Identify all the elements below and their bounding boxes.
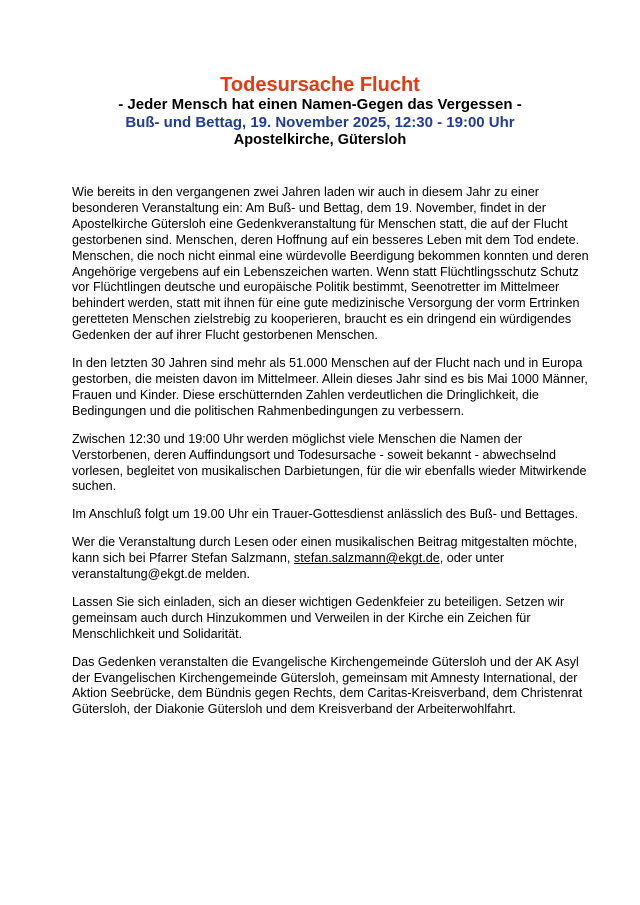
- paragraph-statistics: In den letzten 30 Jahren sind mehr als 51.000 Menschen auf der Flucht nach und in Europa gestorben, die meisten davon im Mittelmeer. Allein dieses Jahr sind es bis Mai 1000 Männer, Frauen und Kinder. Diese erschütternden Zahlen verdeutlichen die Dringlichkeit, die Bedingungen und die politischen Rahmenbedingungen zu verbessern.: [72, 356, 588, 418]
- paragraph-organizers: Das Gedenken veranstalten die Evangelische Kirchengemeinde Gütersloh und der AK Asyl der Evangelischen Kirchengemeinde Gütersloh, gemeinsam mit Amnesty International, der Aktion Seebrücke, dem Bündnis gegen Rechts, dem Caritas-Kreisverband, dem Christenrat Gütersloh, der Diakonie Gütersloh und dem Kreisverband der Arbeiterwohlfahrt.: [72, 654, 583, 717]
- document-subtitle: - Jeder Mensch hat einen Namen-Gegen das Vergessen -: [118, 96, 522, 113]
- paragraph-intro: Wie bereits in den vergangenen zwei Jahren laden wir auch in diesem Jahr zu einer besonderen Veranstaltung ein: Am Buß- und Bettag, dem 19. November, findet in der Apostelkirche Gütersloh eine Gedenkveranstaltung für Menschen statt, die auf der Flucht gestorbenen sind. Menschen, deren Hoffnung auf ein besseres Leben mit dem Tod endete. Menschen, die noch nicht einmal eine würdevolle Beerdigung bekommen konnten und deren Angehörige vergebens auf ein Lebenszeichen warten. Wenn statt Flüchtlingsschutz Schutz vor Flüchtlingen deutsche und europäische Politik bestimmt, Seenotretter im Mittelmeer behindert werden, statt mit ihnen für eine gute medizinische Versorgung der vorm Ertrinken geretteten Menschen zielstrebig zu kooperieren, braucht es ein dringend ein würdigendes Gedenken der auf ihrer Flucht gestorbenen Menschen.: [72, 185, 589, 343]
- paragraph-program: Zwischen 12:30 und 19:00 Uhr werden möglichst viele Menschen die Namen der Verstorbenen, deren Auffindungsort und Todesursache - soweit bekannt - abwechselnd vorlesen, begleitet von musikalischen Darbietungen, für die wir ebenfalls wieder Mitwirkende suchen.: [72, 431, 587, 494]
- contact-text-before: Wer die Veranstaltung durch Lesen oder einen musikalischen Beitrag mitgestalten möchte, kann sich bei Pfarrer Stefan Salzmann,: [72, 535, 578, 566]
- document-body: [72, 185, 592, 718]
- document-dateline: Buß- und Bettag, 19. November 2025, 12:30 - 19:00 Uhr: [125, 114, 515, 131]
- document-header: [0, 0, 640, 149]
- paragraph-contact: [72, 535, 592, 583]
- paragraph-invitation: Lassen Sie sich einladen, sich an dieser wichtigen Gedenkfeier zu beteiligen. Setzen wir gemeinsam auch durch Hinzukommen und Verweilen in der Kirche ein Zeichen für Menschlichkeit und Solidarität.: [72, 594, 565, 641]
- document-location: Apostelkirche, Gütersloh: [233, 132, 407, 148]
- paragraph-service: Im Anschluß folgt um 19.00 Uhr ein Trauer-Gottesdienst anlässlich des Buß- und Bettages.: [72, 507, 579, 522]
- email-link[interactable]: stefan.salzmann@ekgt.de: [293, 551, 440, 566]
- contact-text-after: , oder unter veranstaltung@ekgt.de melden.: [72, 551, 505, 582]
- document-title: Todesursache Flucht: [220, 74, 420, 96]
